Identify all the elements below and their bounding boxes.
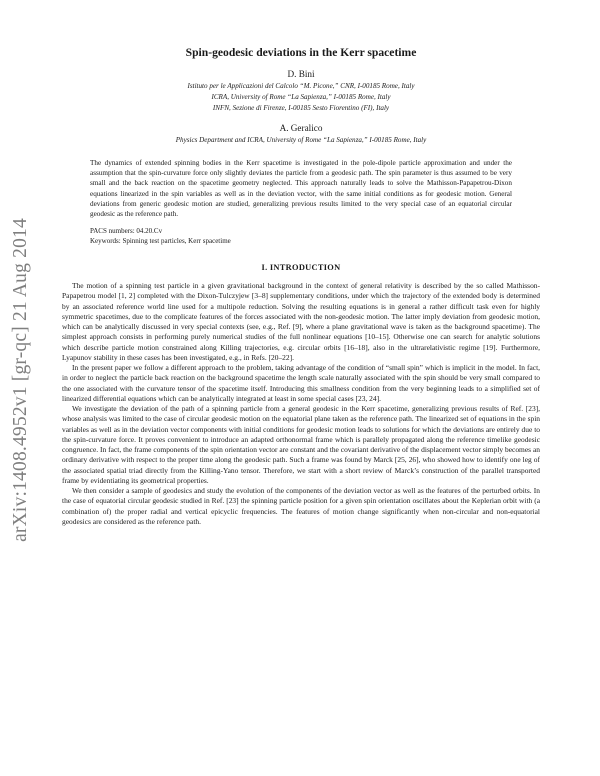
- body-paragraph: We then consider a sample of geodesics and study the evolution of the components of the deviation vector as well as the features of the perturbed orbits. In the case of equatorial circular geodesic studied in Ref. [23] the spinning particle position for a given spin orientation oscillates about the Keplerian orbit with (a combination of) the proper radial and vertical epicyclic frequencies. The features of motion change significantly when non-circular and non-equatorial geodesics are considered as the reference path.: [62, 486, 540, 526]
- paper-page: [62, 46, 540, 527]
- author-affiliation: INFN, Sezione di Firenze, I-00185 Sesto Fiorentino (FI), Italy: [212, 104, 390, 112]
- paper-title: Spin-geodesic deviations in the Kerr spacetime: [185, 46, 417, 59]
- arxiv-sidebar: [2, 180, 40, 580]
- body-paragraph: In the present paper we follow a different approach to the problem, taking advantage of the condition of “small spin” which is implicit in the model. In fact, in order to neglect the particle back reaction on the background spacetime the length scale naturally associated with the spin should be very small compared to the one associated with the curvature tensor of the spacetime itself. Introducing this smallness condition from the very beginning leads to a simplified set of linearized differential equations which can be analytically integrated at least in some special cases [23, 24].: [62, 363, 540, 403]
- author-affiliation: ICRA, University of Rome “La Sapienza,” I-00185 Rome, Italy: [211, 93, 391, 101]
- author-affiliation: Istituto per le Applicazioni del Calcolo “M. Picone,” CNR, I-00185 Rome, Italy: [187, 82, 415, 90]
- body-paragraph: The motion of a spinning test particle in a given gravitational background in the context of general relativity is described by the so called Mathisson-Papapetrou model [1, 2] completed with the Dixon-Tulczyjew [3–8] supplementary conditions, under which the trajectory of the extended body is determined by an associated reference world line used for a multipole reduction. Solving the resulting equations is in general a rather difficult task even for highly symmetric spacetimes, due to the complicate features of the forces associated with the non-geodesic motion. The latter imply deviation from geodesic motion, which can be analytically discussed in very special contexts (see, e.g., Ref. [9], where a plane gravitational wave is taken as the background spacetime). The simplest approach consists in performing purely numerical studies of the full nonlinear equations [10–15]. Otherwise one can search for analytic solutions which describe particle motion constrained along Killing trajectories, e.g. circular orbits [16–18], also in the ultrarelativistic regime [19]. Furthermore, Lyapunov stability in these cases has been investigated, e.g., in Refs. [20–22].: [62, 281, 540, 362]
- author-name: A. Geralico: [279, 123, 323, 133]
- keywords: Keywords: Spinning test particles, Kerr spacetime: [90, 237, 231, 246]
- pacs-numbers: PACS numbers: 04.20.Cv: [90, 227, 163, 236]
- arxiv-identifier: arXiv:1408.4952v1 [gr-qc] 21 Aug 2014: [10, 218, 31, 542]
- body-paragraph: We investigate the deviation of the path of a spinning particle from a general geodesic in the Kerr spacetime, generalizing previous results of Ref. [23], whose analysis was limited to the case of circular geodesic motion on the equatorial plane taken as the reference path. The linearized set of equations in the spin variables as well as in the deviation vector components with initial conditions for geodesic motion leads to solutions for which the deviations are entirely due to the spin-curvature force. It proves convenient to introduce an adapted orthonormal frame which is parallely propagated along the reference timelike geodesic congruence. In fact, the frame components of the spin orientation vector are constant and the covariant derivative of the displacement vector simply becomes an ordinary derivative with respect to the proper time along the geodesic path. Such a frame was found by Marck [25, 26], who showed how to identify one leg of the associated spatial triad directly from the Killing-Yano tensor. Therefore, we start with a short review of Marck’s construction of the parallel transported frame by evidentiating its geometrical properties.: [62, 404, 540, 485]
- section-heading: I. INTRODUCTION: [261, 263, 341, 273]
- body-text: [62, 281, 540, 527]
- author-name: D. Bini: [287, 69, 315, 79]
- author-affiliation: Physics Department and ICRA, University of Rome “La Sapienza,” I-00185 Rome, Italy: [175, 136, 427, 144]
- pacs-block: [90, 226, 512, 246]
- abstract: The dynamics of extended spinning bodies in the Kerr spacetime is investigated in the pole-dipole particle approximation and under the assumption that the spin-curvature force only slightly deviates the particle from a geodesic path. The spin parameter is thus assumed to be very small and the back reaction on the spacetime geometry neglected. This approach naturally leads to solve the Mathisson-Papapetrou-Dixon equations linearized in the spin variables as well as in the deviation vector, with the same initial conditions as for geodesic motion. General deviations from generic geodesic motion are studied, generalizing previous results limited to the very special case of an equatorial circular geodesic as the reference path.: [90, 159, 512, 219]
